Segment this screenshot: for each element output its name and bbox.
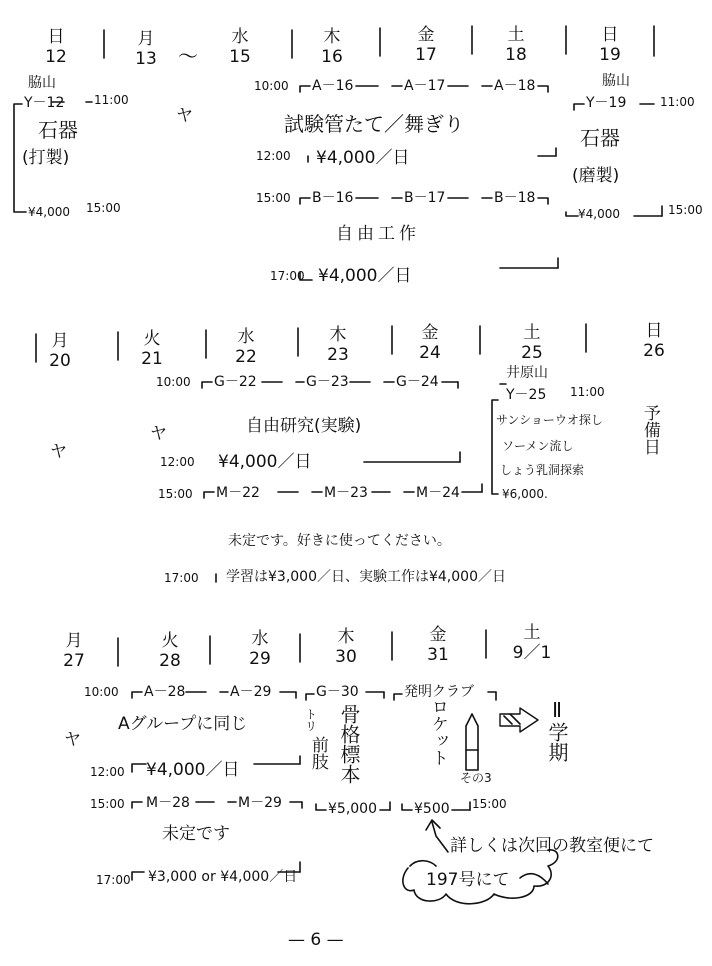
pm-time: 15:00 xyxy=(256,191,291,205)
sat-item-3: しょう乳洞探索 xyxy=(500,463,585,477)
w3-eve-time: 17:00 xyxy=(96,873,131,887)
w2-noon-price: ¥4,000／日 xyxy=(218,452,312,472)
noon-price: ¥4,000／日 xyxy=(316,148,410,168)
left-title: 石器 xyxy=(38,118,78,142)
right-price: ¥4,000 xyxy=(578,207,620,221)
day-sun-12 xyxy=(34,28,78,67)
day-dow: 金 xyxy=(429,625,447,645)
w2-pm-code-24: M－24 xyxy=(416,485,460,501)
day-dow: 木 xyxy=(323,27,341,47)
left-price: ¥4,000 xyxy=(28,205,70,219)
pm-code-17: B－17 xyxy=(404,190,446,206)
rocket-label: ロケット xyxy=(427,698,448,766)
day-fri-24 xyxy=(408,324,452,363)
issue-note: 197号にて xyxy=(426,870,510,890)
w2-eve-time: 17:00 xyxy=(164,571,199,585)
day-dow: 月 xyxy=(137,29,155,49)
day-dow: 土 xyxy=(523,623,541,643)
day-date: 23 xyxy=(327,344,349,365)
w2-pm-time: 15:00 xyxy=(158,487,193,501)
w3-pm-code-29: M－29 xyxy=(238,795,282,811)
day-date: 9／1 xyxy=(512,642,552,663)
skeleton-label: 骨格標本 xyxy=(337,704,361,784)
am-code-17: A－17 xyxy=(404,78,446,94)
w3-am-time: 10:00 xyxy=(84,685,119,699)
fri-end-time: 15:00 xyxy=(472,797,507,811)
ya-note: ヤ xyxy=(176,106,193,126)
sat-price: ¥6,000. xyxy=(502,487,548,501)
free-title: 自由工作 xyxy=(336,224,420,244)
day-dow: 金 xyxy=(421,323,439,343)
w2-noon-time: 12:00 xyxy=(160,455,195,469)
noon-time: 12:00 xyxy=(256,149,291,163)
day-date: 28 xyxy=(159,650,181,671)
right-end-time: 15:00 xyxy=(668,203,703,217)
sat-item-1: サンショーウオ探し xyxy=(496,413,603,427)
day-dow: 日 xyxy=(47,27,65,47)
thu-price: ¥5,000 xyxy=(328,801,377,817)
rocket-note: その3 xyxy=(460,771,492,785)
day-sun-26 xyxy=(632,322,676,361)
left-end-time: 15:00 xyxy=(86,201,121,215)
day-dow: 金 xyxy=(417,25,435,45)
day-dow: 木 xyxy=(337,627,355,647)
sat-code: Y－25 xyxy=(506,387,547,403)
day-dow: 木 xyxy=(329,325,347,345)
day-sat-18 xyxy=(494,26,538,65)
reserve-day: 予備日 xyxy=(639,404,660,455)
day-date: 17 xyxy=(415,44,437,65)
day-fri-31 xyxy=(416,626,460,665)
w2-note: 未定です。好きに使ってください。 xyxy=(228,533,451,549)
pm-code-16: B－16 xyxy=(312,190,354,206)
w3-ya: ヤ xyxy=(64,730,81,750)
w2-pm-code-22: M－22 xyxy=(216,485,260,501)
left-place: 脇山 xyxy=(28,75,56,91)
day-date: 12 xyxy=(45,46,67,67)
w2-pm-code-23: M－23 xyxy=(324,485,368,501)
right-title: 石器 xyxy=(580,126,620,150)
day-wed-22 xyxy=(224,328,268,367)
eve-time: 17:00 xyxy=(270,269,305,283)
left-start-time: 11:00 xyxy=(94,93,129,107)
w2-am-time: 10:00 xyxy=(156,375,191,389)
forelimb-label: 前肢 xyxy=(307,736,328,770)
day-mon-27 xyxy=(52,632,96,671)
day-date: 13 xyxy=(135,48,157,69)
range-tilde: 〜 xyxy=(178,44,198,68)
am-code-18: A－18 xyxy=(494,78,536,94)
day-dow: 火 xyxy=(143,329,161,349)
day-date: 22 xyxy=(235,346,257,367)
day-sun-19 xyxy=(588,26,632,65)
day-date: 25 xyxy=(521,342,543,363)
main-title: 試験管たて／舞ぎり xyxy=(284,112,464,136)
day-wed-29 xyxy=(238,630,282,669)
left-code: Y－12 xyxy=(24,95,65,111)
w3-am-code-28: A－28 xyxy=(144,684,186,700)
w3-noon-time: 12:00 xyxy=(90,765,125,779)
day-dow: 水 xyxy=(251,629,269,649)
day-date: 21 xyxy=(141,348,163,369)
w3-undecided: 未定です xyxy=(162,824,230,844)
sat-item-2: ソーメン流し xyxy=(502,439,574,453)
w2-ya-mon: ヤ xyxy=(50,442,67,462)
page-number: — 6 — xyxy=(288,930,344,950)
day-tue-28 xyxy=(148,632,192,671)
pm-code-18: B－18 xyxy=(494,190,536,206)
left-subtitle: (打製) xyxy=(22,148,70,168)
day-date: 15 xyxy=(229,46,251,67)
day-dow: 火 xyxy=(161,631,179,651)
day-dow: 土 xyxy=(507,25,525,45)
fri-price: ¥500 xyxy=(414,801,450,817)
day-date: 19 xyxy=(599,44,621,65)
day-date: 18 xyxy=(505,44,527,65)
details-note: 詳しくは次回の教室便にて xyxy=(450,836,654,856)
day-sat-9-1 xyxy=(510,624,554,663)
right-subtitle: (磨製) xyxy=(572,166,620,186)
am-code-16: A－16 xyxy=(312,78,354,94)
bird-label: トリ xyxy=(303,708,318,732)
day-wed-15 xyxy=(218,28,262,67)
right-start-time: 11:00 xyxy=(660,95,695,109)
day-date: 30 xyxy=(335,646,357,667)
day-mon-20 xyxy=(38,332,82,371)
day-date: 26 xyxy=(643,340,665,361)
day-date: 29 xyxy=(249,648,271,669)
w2-am-code-24: G－24 xyxy=(396,374,439,390)
day-dow: 水 xyxy=(231,27,249,47)
am-time: 10:00 xyxy=(254,79,289,93)
w3-am-code-30: G－30 xyxy=(316,684,359,700)
sat-start-time: 11:00 xyxy=(570,385,605,399)
right-code: Y－19 xyxy=(586,95,627,111)
w3-am-code-31: 発明クラブ xyxy=(404,684,474,700)
w2-eve-note: 学習は¥3,000／日、実験工作は¥4,000／日 xyxy=(226,569,506,585)
day-dow: 水 xyxy=(237,327,255,347)
day-tue-21 xyxy=(130,330,174,369)
same-as-a: Aグループに同じ xyxy=(118,714,248,734)
w3-pm-code-28: M－28 xyxy=(146,795,190,811)
day-date: 24 xyxy=(419,342,441,363)
day-date: 20 xyxy=(49,350,71,371)
w3-noon-price: ¥4,000／日 xyxy=(146,760,240,780)
w2-ya-tue: ヤ xyxy=(150,424,167,444)
day-mon-13 xyxy=(124,30,168,69)
day-thu-16 xyxy=(310,28,354,67)
w3-eve-price: ¥3,000 or ¥4,000／日 xyxy=(148,869,298,885)
right-place: 脇山 xyxy=(602,73,630,89)
day-date: 27 xyxy=(63,650,85,671)
w2-main-title: 自由研究(実験) xyxy=(246,416,362,436)
w3-pm-time: 15:00 xyxy=(90,797,125,811)
day-date: 16 xyxy=(321,46,343,67)
day-thu-23 xyxy=(316,326,360,365)
sat-place: 井原山 xyxy=(506,365,548,381)
page-number-value: 6 xyxy=(310,930,322,950)
eve-price: ¥4,000／日 xyxy=(318,266,412,286)
day-sat-25 xyxy=(510,324,554,363)
w2-am-code-23: G－23 xyxy=(306,374,349,390)
day-dow: 月 xyxy=(65,631,83,651)
day-fri-17 xyxy=(404,26,448,65)
day-dow: 日 xyxy=(601,25,619,45)
day-dow: 土 xyxy=(523,323,541,343)
w3-am-code-29: A－29 xyxy=(230,684,272,700)
day-dow: 月 xyxy=(51,331,69,351)
term-label: Ⅱ学期 xyxy=(545,698,569,762)
day-date: 31 xyxy=(427,644,449,665)
day-dow: 日 xyxy=(645,321,663,341)
w2-am-code-22: G－22 xyxy=(214,374,257,390)
day-thu-30 xyxy=(324,628,368,667)
